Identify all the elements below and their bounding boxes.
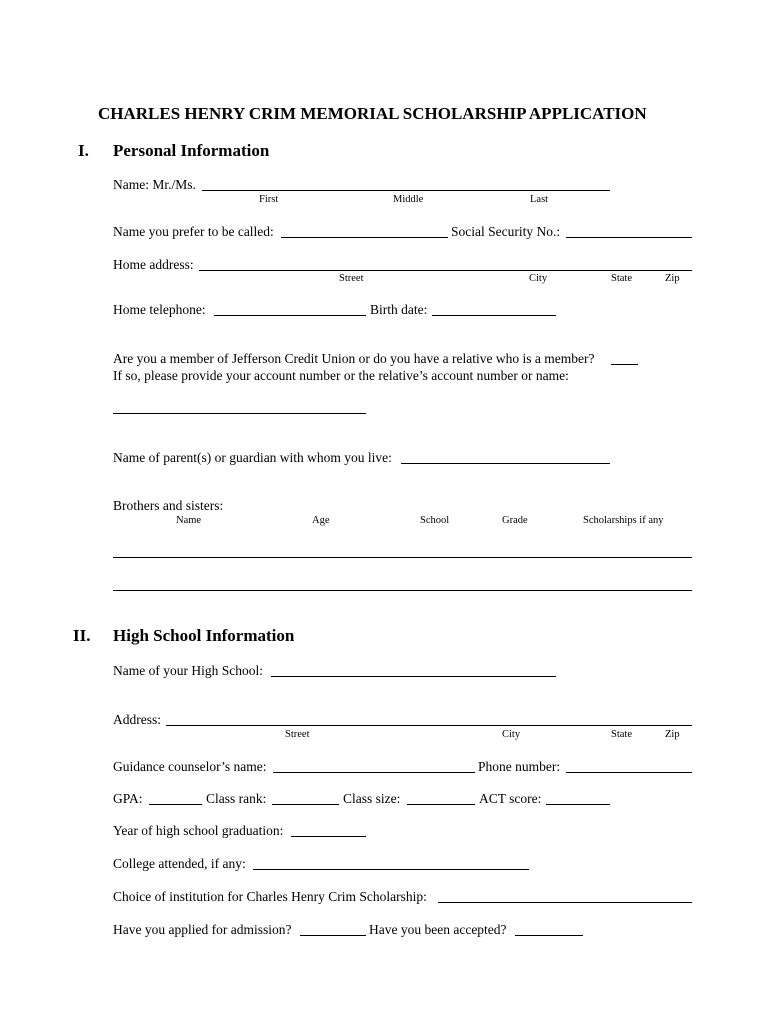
graduation-year-label: Year of high school graduation: <box>113 823 284 838</box>
preferred-name-label: Name you prefer to be called: <box>113 224 274 239</box>
section-1-numeral: I. <box>78 141 89 160</box>
name-label: Name: Mr./Ms. <box>113 177 196 192</box>
class-size-field[interactable] <box>407 804 475 805</box>
gpa-label: GPA: <box>113 791 143 806</box>
school-city-caption: City <box>502 729 521 740</box>
member-question: Are you a member of Jefferson Credit Union or do you have a relative who is a member? <box>113 351 595 366</box>
birth-date-label: Birth date: <box>370 302 428 317</box>
home-zip-caption: Zip <box>665 273 680 284</box>
home-address-field[interactable] <box>199 270 692 271</box>
sibling-row-1-field[interactable] <box>113 557 692 558</box>
home-state-caption: State <box>611 273 632 284</box>
siblings-label: Brothers and sisters: <box>113 498 224 513</box>
school-state-caption: State <box>611 729 632 740</box>
institution-choice-field[interactable] <box>438 902 692 903</box>
sibling-row-2-field[interactable] <box>113 590 692 591</box>
high-school-label: Name of your High School: <box>113 663 263 678</box>
member-answer-field[interactable] <box>611 364 638 365</box>
preferred-name-field[interactable] <box>281 237 448 238</box>
siblings-col-grade: Grade <box>502 515 528 526</box>
name-middle-caption: Middle <box>393 194 424 205</box>
college-attended-field[interactable] <box>253 869 529 870</box>
accepted-label: Have you been accepted? <box>369 922 507 937</box>
counselor-label: Guidance counselor’s name: <box>113 759 267 774</box>
high-school-field[interactable] <box>271 676 556 677</box>
page-title: CHARLES HENRY CRIM MEMORIAL SCHOLARSHIP APPLICATION <box>98 104 647 123</box>
class-rank-field[interactable] <box>272 804 339 805</box>
home-telephone-label: Home telephone: <box>113 302 206 317</box>
act-score-field[interactable] <box>546 804 610 805</box>
class-size-label: Class size: <box>343 791 401 806</box>
home-address-label: Home address: <box>113 257 194 272</box>
applied-label: Have you applied for admission? <box>113 922 292 937</box>
home-telephone-field[interactable] <box>214 315 366 316</box>
name-first-caption: First <box>259 194 279 205</box>
account-number-field[interactable] <box>113 413 366 414</box>
college-attended-label: College attended, if any: <box>113 856 246 871</box>
act-score-label: ACT score: <box>479 791 542 806</box>
home-street-caption: Street <box>339 273 364 284</box>
siblings-col-scholarships: Scholarships if any <box>583 515 664 526</box>
gpa-field[interactable] <box>149 804 202 805</box>
accepted-field[interactable] <box>515 935 583 936</box>
class-rank-label: Class rank: <box>206 791 267 806</box>
member-follow-up: If so, please provide your account number or the relative’s account number or name: <box>113 368 569 383</box>
school-phone-label: Phone number: <box>478 759 561 774</box>
school-street-caption: Street <box>285 729 310 740</box>
ssn-label: Social Security No.: <box>451 224 561 239</box>
school-phone-field[interactable] <box>566 772 692 773</box>
graduation-year-field[interactable] <box>291 836 366 837</box>
home-city-caption: City <box>529 273 548 284</box>
name-last-caption: Last <box>530 194 549 205</box>
section-2-heading: High School Information <box>113 626 295 645</box>
birth-date-field[interactable] <box>432 315 556 316</box>
parent-guardian-label: Name of parent(s) or guardian with whom you live: <box>113 450 392 465</box>
siblings-col-age: Age <box>312 515 330 526</box>
ssn-field[interactable] <box>566 237 692 238</box>
siblings-col-school: School <box>420 515 450 526</box>
siblings-col-name: Name <box>176 515 202 526</box>
school-address-label: Address: <box>113 712 161 727</box>
school-address-field[interactable] <box>166 725 692 726</box>
institution-choice-label: Choice of institution for Charles Henry Crim Scholarship: <box>113 889 427 904</box>
school-zip-caption: Zip <box>665 729 680 740</box>
applied-field[interactable] <box>300 935 366 936</box>
name-field[interactable] <box>202 190 610 191</box>
section-1-heading: Personal Information <box>113 141 270 160</box>
parent-guardian-field[interactable] <box>401 463 610 464</box>
section-2-numeral: II. <box>73 626 91 645</box>
counselor-field[interactable] <box>273 772 475 773</box>
